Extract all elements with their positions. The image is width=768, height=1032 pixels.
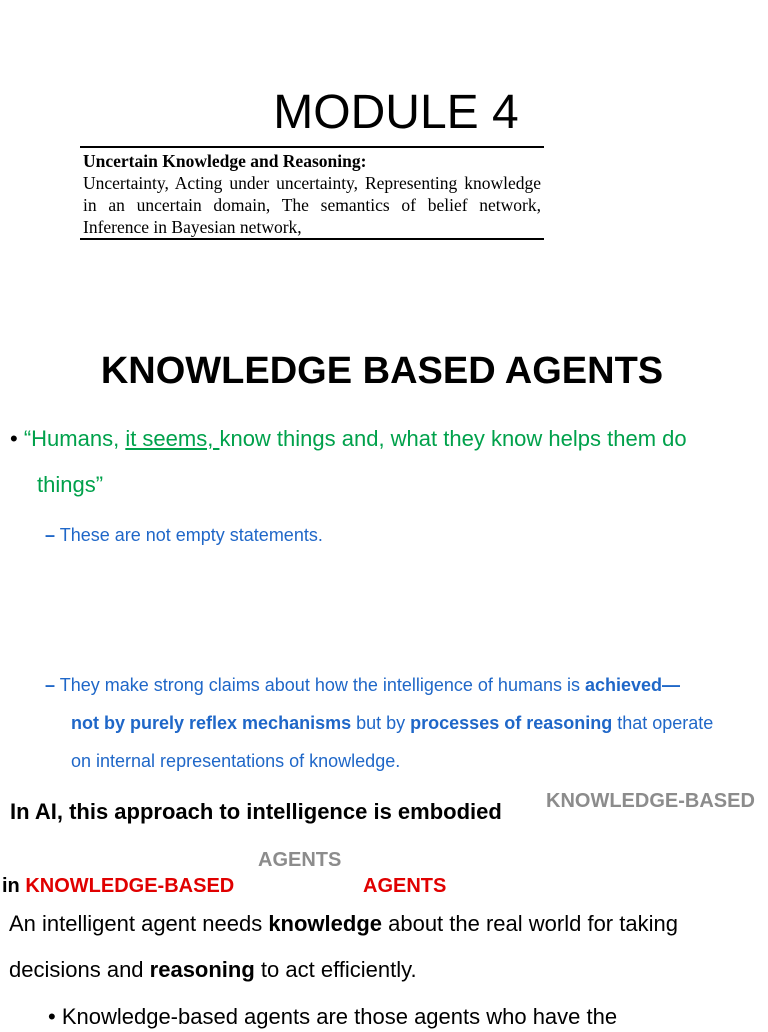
sub-point-second-bold2: not by purely reflex mechanisms xyxy=(71,713,352,733)
sub-point-first xyxy=(45,516,323,554)
grey-label-kb: KNOWLEDGE-BASED xyxy=(546,790,755,812)
bullet-item xyxy=(48,1002,617,1032)
syllabus-body: Uncertainty, Acting under uncertainty, Representing knowledge in an uncertain domain, The semantics of belief network, Inference in Bayesian network, xyxy=(83,173,541,237)
syllabus-heading: Uncertain Knowledge and Reasoning: xyxy=(83,151,367,171)
in-red-kb: KNOWLEDGE-BASED xyxy=(25,875,235,897)
syllabus-box xyxy=(80,146,544,240)
sub-point-second-bold3: processes of reasoning xyxy=(410,713,613,733)
paragraph-text: decisions and xyxy=(9,957,150,982)
dash-icon: – xyxy=(45,675,56,695)
ai-line: In AI, this approach to intelligence is embodied xyxy=(10,799,502,824)
paragraph-line-2 xyxy=(9,955,417,985)
paragraph-text: about the real world for taking xyxy=(382,911,678,936)
quote-rest: know things and, what they know helps them do xyxy=(219,426,687,451)
sub-point-second xyxy=(45,666,761,780)
quote-line xyxy=(10,422,687,456)
sub-point-second-line3: on internal representations of knowledge. xyxy=(71,751,401,771)
quote-continuation: things” xyxy=(37,472,104,497)
paragraph-bold-knowledge: knowledge xyxy=(268,911,382,936)
sub-point-second-line2 xyxy=(45,704,761,742)
sub-point-second-part2: but by xyxy=(351,713,411,733)
bullet-icon: • xyxy=(10,426,18,451)
paragraph-text: An intelligent agent needs xyxy=(9,911,269,936)
quote-underlined: it seems, xyxy=(125,426,220,451)
paragraph-bold-reasoning: reasoning xyxy=(149,957,255,982)
in-line xyxy=(2,872,234,900)
sub-point-second-part3: that operate xyxy=(612,713,714,733)
module-title: MODULE 4 xyxy=(273,86,519,139)
dash-icon: – xyxy=(45,525,56,545)
section-heading: KNOWLEDGE BASED AGENTS xyxy=(100,350,664,392)
in-prefix: in xyxy=(2,875,26,897)
sub-point-second-bold1: achieved— xyxy=(584,675,681,695)
bullet-icon: • xyxy=(48,1004,56,1029)
paragraph-line-1 xyxy=(9,909,678,939)
quote-open: “Humans, xyxy=(23,426,126,451)
bullet-item-text: Knowledge-based agents are those agents who have the xyxy=(55,1004,618,1029)
sub-point-second-part1: They make strong claims about how the intelligence of humans is xyxy=(59,675,585,695)
grey-label-agents: AGENTS xyxy=(258,849,342,871)
paragraph-text: to act efficiently. xyxy=(254,957,417,982)
sub-point-first-text: These are not empty statements. xyxy=(59,525,323,545)
in-red-agents: AGENTS xyxy=(363,875,447,897)
